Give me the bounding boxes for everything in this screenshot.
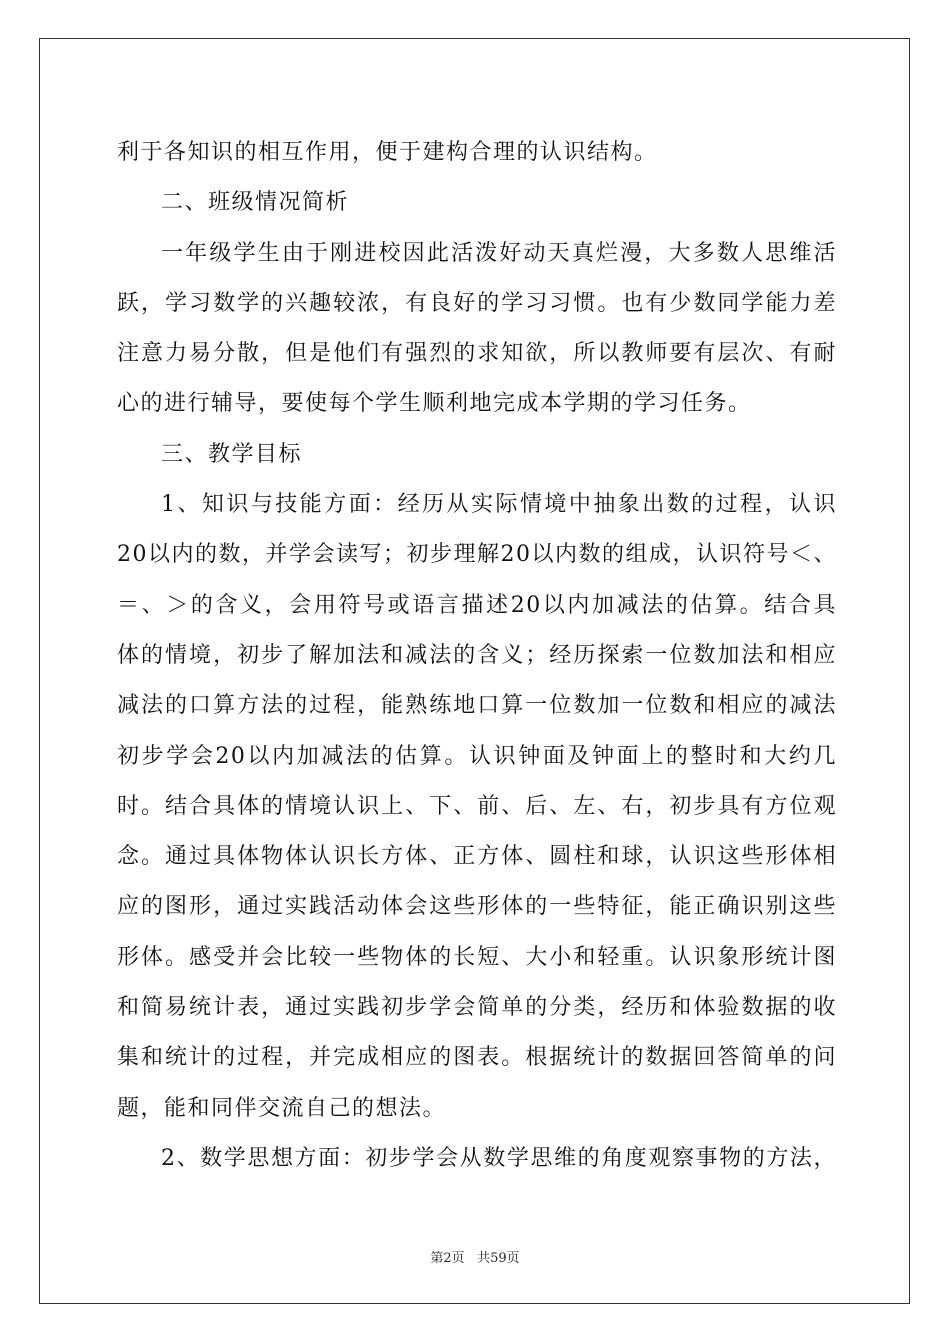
text-line: 心的进行辅导，要使每个学生顺利地完成本学期的学习任务。 xyxy=(117,391,752,417)
section-heading: 三、教学目标 xyxy=(161,441,303,467)
document-body xyxy=(117,128,837,1184)
text-line: 体的情境，初步了解加法和减法的含义；经历探索一位数加法和相应 xyxy=(117,642,837,668)
text-line: 2、数学思想方面：初步学会从数学思维的角度观察事物的方法， xyxy=(161,1145,837,1171)
text-line: 一年级学生由于刚进校因此活泼好动天真烂漫，大多数人思维活 xyxy=(161,240,837,266)
text-line: 应的图形，通过实践活动体会这些形体的一些特征，能正确识别这些 xyxy=(117,894,837,920)
text-line: 集和统计的过程，并完成相应的图表。根据统计的数据回答简单的问 xyxy=(117,1045,837,1071)
page-number: 第2页 xyxy=(430,1251,465,1266)
text-line: 注意力易分散，但是他们有强烈的求知欲，所以教师要有层次、有耐 xyxy=(117,341,837,367)
text-line: 初步学会20以内加减法的估算。认识钟面及钟面上的整时和大约几 xyxy=(117,743,837,769)
text-line: 题，能和同伴交流自己的想法。 xyxy=(117,1095,447,1121)
text-line: 念。通过具体物体认识长方体、正方体、圆柱和球，认识这些形体相 xyxy=(117,844,837,870)
text-line: 1、知识与技能方面：经历从实际情境中抽象出数的过程，认识 xyxy=(161,492,837,518)
page-total: 共59页 xyxy=(477,1251,520,1266)
text-line: 形体。感受并会比较一些物体的长短、大小和轻重。认识象形统计图 xyxy=(117,944,837,970)
text-line: 减法的口算方法的过程，能熟练地口算一位数加一位数和相应的减法 xyxy=(117,693,837,719)
page-footer xyxy=(0,1247,950,1266)
section-heading: 二、班级情况简析 xyxy=(161,190,350,216)
text-line: 利于各知识的相互作用，便于建构合理的认识结构。 xyxy=(117,140,658,165)
text-line: 20以内的数，并学会读写；初步理解20以内数的组成，认识符号＜、 xyxy=(117,542,837,568)
text-line: 和简易统计表，通过实践初步学会简单的分类，经历和体验数据的收 xyxy=(117,995,837,1021)
text-line: 时。结合具体的情境认识上、下、前、后、左、右，初步具有方位观 xyxy=(117,793,837,819)
text-line: ＝、＞的含义，会用符号或语言描述20以内加减法的估算。结合具 xyxy=(117,592,837,618)
text-line: 跃，学习数学的兴趣较浓，有良好的学习习惯。也有少数同学能力差 xyxy=(117,290,837,316)
